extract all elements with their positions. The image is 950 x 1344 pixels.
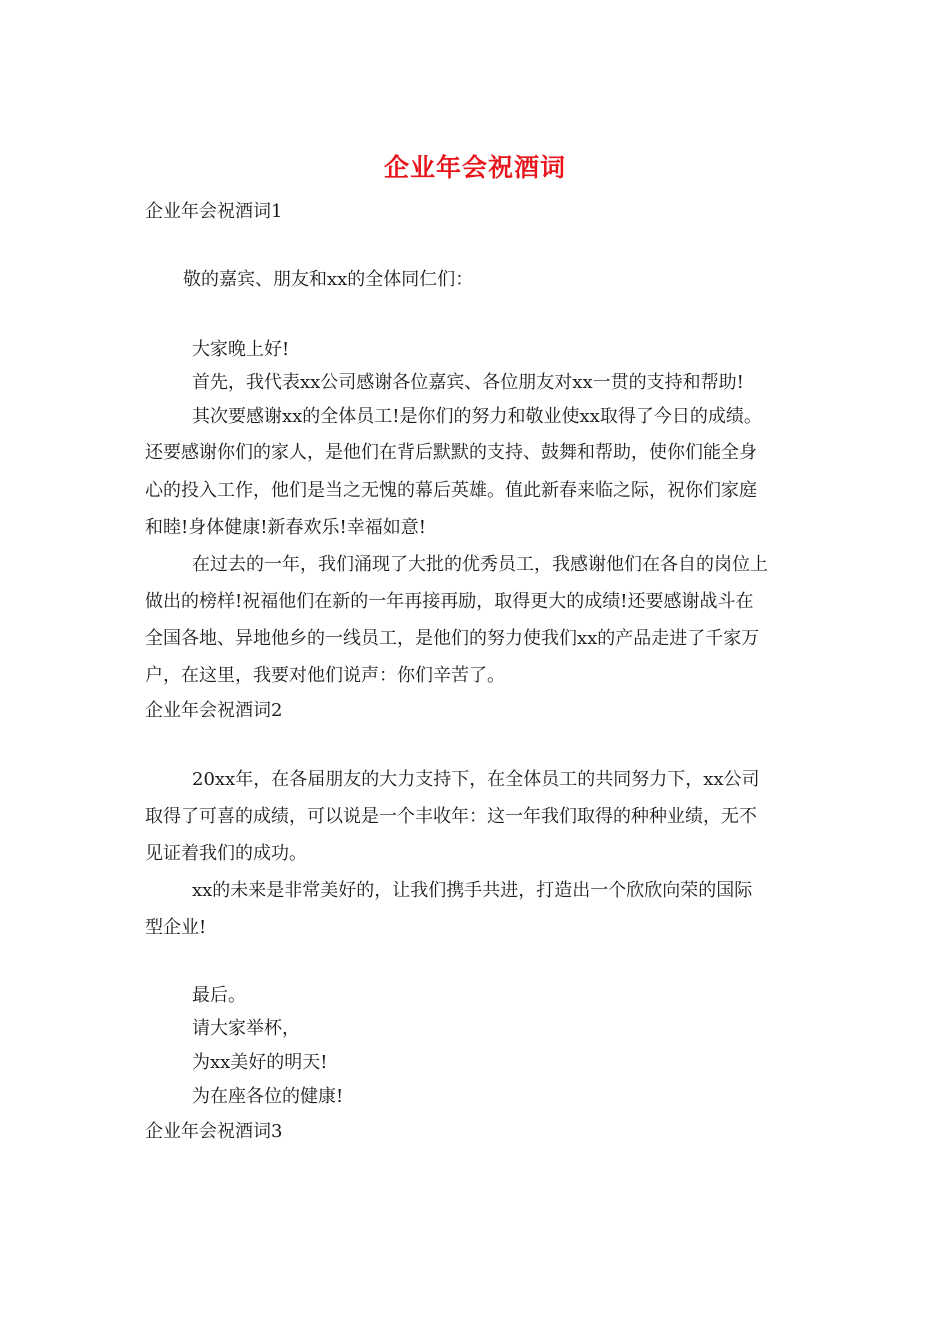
closing-line: 最后。 (192, 985, 246, 1006)
paragraph-line: 心的投入工作，他们是当之无愧的幕后英雄。值此新春来临之际，祝你们家庭 (145, 480, 757, 501)
paragraph-line: 做出的榜样!祝福他们在新的一年再接再励，取得更大的成绩!还要感谢战斗在 (145, 591, 754, 612)
section-heading-2: 企业年会祝酒词2 (145, 700, 283, 721)
paragraph-line: 和睦!身体健康!新春欢乐!幸福如意! (145, 517, 426, 538)
closing-line: 为在座各位的健康! (192, 1086, 344, 1107)
section-heading-1: 企业年会祝酒词1 (145, 201, 283, 222)
paragraph-line: 见证着我们的成功。 (145, 843, 307, 864)
salutation: 敬的嘉宾、朋友和xx的全体同仁们： (183, 269, 474, 290)
section-heading-3: 企业年会祝酒词3 (145, 1121, 283, 1142)
paragraph-line: xx的未来是非常美好的，让我们携手共进，打造出一个欣欣向荣的国际 (192, 880, 753, 901)
greeting-line: 大家晚上好! (192, 339, 290, 360)
paragraph-line: 首先，我代表xx公司感谢各位嘉宾、各位朋友对xx一贯的支持和帮助! (192, 372, 744, 393)
paragraph-line: 型企业! (145, 917, 207, 938)
paragraph-line: 户，在这里，我要对他们说声：你们辛苦了。 (145, 665, 505, 686)
paragraph-line: 还要感谢你们的家人，是他们在背后默默的支持、鼓舞和帮助，使你们能全身 (145, 442, 757, 463)
paragraph-line: 在过去的一年，我们涌现了大批的优秀员工，我感谢他们在各自的岗位上 (192, 554, 768, 575)
paragraph-line: 20xx年，在各届朋友的大力支持下，在全体员工的共同努力下，xx公司 (192, 769, 760, 790)
paragraph-line: 取得了可喜的成绩，可以说是一个丰收年：这一年我们取得的种种业绩，无不 (145, 806, 757, 827)
paragraph-line: 全国各地、异地他乡的一线员工，是他们的努力使我们xx的产品走进了千家万 (145, 628, 760, 649)
paragraph-line: 其次要感谢xx的全体员工!是你们的努力和敬业使xx取得了今日的成绩。 (192, 406, 762, 427)
closing-line: 请大家举杯， (192, 1018, 300, 1039)
document-title: 企业年会祝酒词 (383, 153, 566, 182)
closing-line: 为xx美好的明天! (192, 1052, 328, 1073)
